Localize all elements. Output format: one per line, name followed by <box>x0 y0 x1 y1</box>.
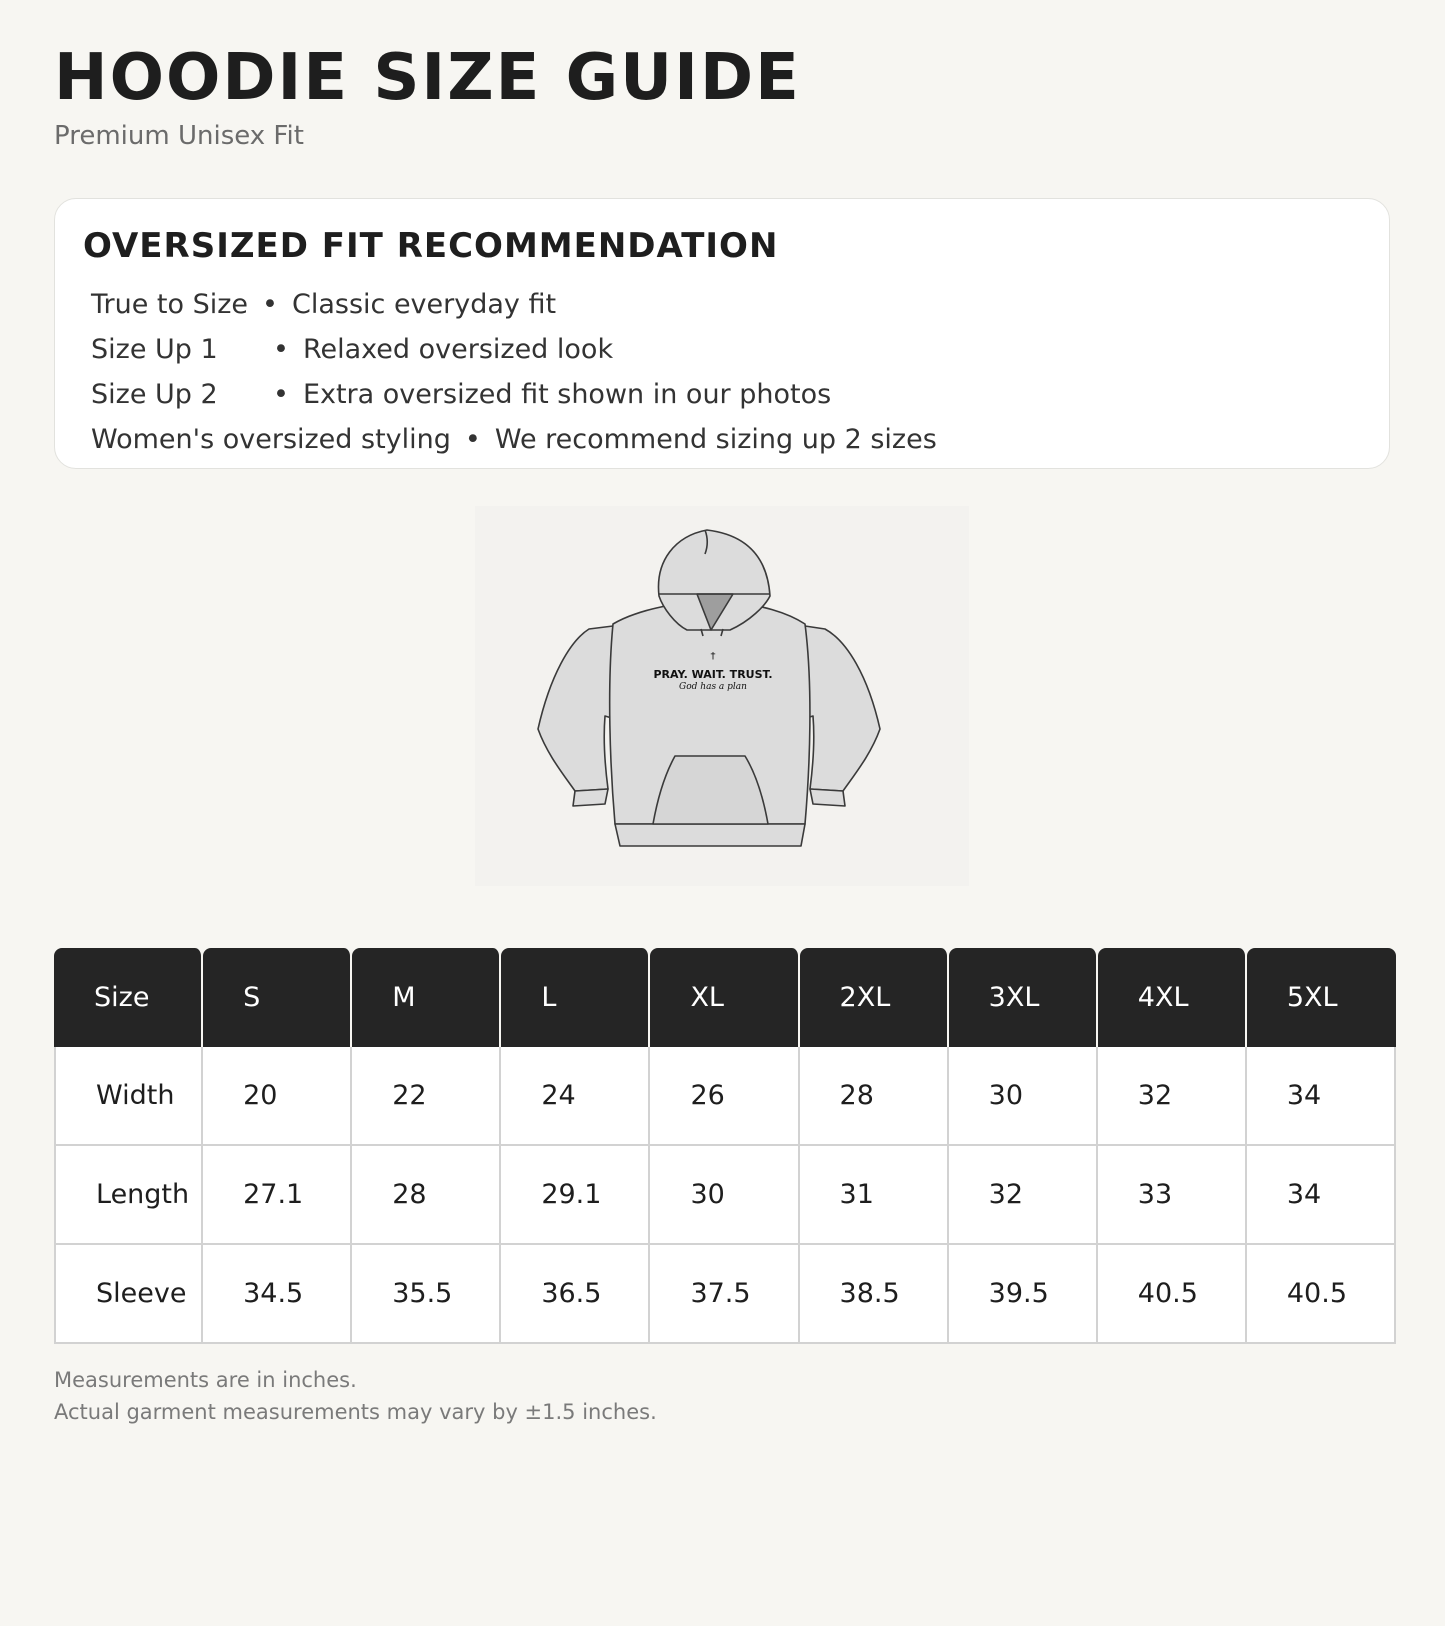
measurement-notes <box>54 1364 657 1428</box>
table-cell: 40.5 <box>1247 1245 1396 1344</box>
fit-item-description: We recommend sizing up 2 sizes <box>494 424 937 455</box>
header-cell-size: Size <box>54 948 203 1047</box>
table-cell: Sleeve <box>54 1245 203 1344</box>
table-row-width <box>54 1047 1396 1146</box>
table-header-row <box>54 948 1396 1047</box>
hoodie-right-cuff <box>810 789 845 806</box>
bullet-icon: • <box>273 379 289 410</box>
header-cell-5xl: 5XL <box>1247 948 1396 1047</box>
header-cell-2xl: 2XL <box>800 948 949 1047</box>
table-cell: 32 <box>949 1146 1098 1245</box>
table-cell: 31 <box>800 1146 949 1245</box>
fit-item-label: Size Up 2 <box>91 379 218 410</box>
header-cell-4xl: 4XL <box>1098 948 1247 1047</box>
page-title: HOODIE SIZE GUIDE <box>54 41 801 115</box>
fit-item-description: Classic everyday fit <box>291 289 557 320</box>
table-cell: 26 <box>650 1047 799 1146</box>
table-cell: 22 <box>352 1047 501 1146</box>
page-subtitle: Premium Unisex Fit <box>54 121 304 151</box>
table-cell: 39.5 <box>949 1245 1098 1344</box>
fit-item-womens-styling <box>91 426 937 453</box>
table-row-sleeve <box>54 1245 1396 1344</box>
table-cell: Length <box>54 1146 203 1245</box>
header-cell-m: M <box>352 948 501 1047</box>
hoodie-left-sleeve <box>538 626 615 791</box>
fit-item-label: Size Up 1 <box>91 334 218 365</box>
header-cell-l: L <box>501 948 650 1047</box>
header-cell-s: S <box>203 948 352 1047</box>
header-cell-3xl: 3XL <box>949 948 1098 1047</box>
fit-item-true-to-size <box>91 291 556 318</box>
bullet-icon: • <box>273 334 289 365</box>
table-cell: 24 <box>501 1047 650 1146</box>
note-units: Measurements are in inches. <box>54 1368 357 1392</box>
hoodie-waistband <box>615 824 805 846</box>
table-cell: 36.5 <box>501 1245 650 1344</box>
hoodie-illustration <box>475 506 969 886</box>
table-cell: 20 <box>203 1047 352 1146</box>
table-cell: Width <box>54 1047 203 1146</box>
fit-item-label: True to Size <box>91 289 249 320</box>
table-cell: 30 <box>949 1047 1098 1146</box>
hoodie-left-cuff <box>573 789 608 806</box>
table-cell: 29.1 <box>501 1146 650 1245</box>
table-cell: 27.1 <box>203 1146 352 1245</box>
table-cell: 28 <box>352 1146 501 1245</box>
table-cell: 28 <box>800 1047 949 1146</box>
hoodie-right-sleeve <box>803 626 880 791</box>
print-text-line-1: PRAY. WAIT. TRUST. <box>653 668 773 681</box>
print-cross-icon: † <box>710 651 716 662</box>
table-cell: 35.5 <box>352 1245 501 1344</box>
table-cell: 37.5 <box>650 1245 799 1344</box>
table-cell: 30 <box>650 1146 799 1245</box>
note-variance: Actual garment measurements may vary by ±1.5 inches. <box>54 1400 657 1424</box>
fit-item-label: Women's oversized styling <box>91 424 451 455</box>
fit-recommendation-card <box>54 198 1390 469</box>
table-cell: 32 <box>1098 1047 1247 1146</box>
hoodie-pocket <box>653 756 768 824</box>
fit-item-size-up-1 <box>91 336 613 363</box>
table-cell: 34 <box>1247 1047 1396 1146</box>
fit-item-description: Relaxed oversized look <box>302 334 614 365</box>
hoodie-product-image <box>475 506 969 886</box>
table-cell: 38.5 <box>800 1245 949 1344</box>
bullet-icon: • <box>262 289 278 320</box>
size-chart-table <box>54 948 1396 1344</box>
fit-item-description: Extra oversized fit shown in our photos <box>302 379 832 410</box>
table-cell: 33 <box>1098 1146 1247 1245</box>
fit-card-title: OVERSIZED FIT RECOMMENDATION <box>83 226 779 266</box>
header-cell-xl: XL <box>650 948 799 1047</box>
print-text-line-2: God has a plan <box>679 682 747 692</box>
bullet-icon: • <box>464 424 481 455</box>
table-cell: 34 <box>1247 1146 1396 1245</box>
table-cell: 34.5 <box>203 1245 352 1344</box>
fit-item-size-up-2 <box>91 381 831 408</box>
table-row-length <box>54 1146 1396 1245</box>
table-cell: 40.5 <box>1098 1245 1247 1344</box>
